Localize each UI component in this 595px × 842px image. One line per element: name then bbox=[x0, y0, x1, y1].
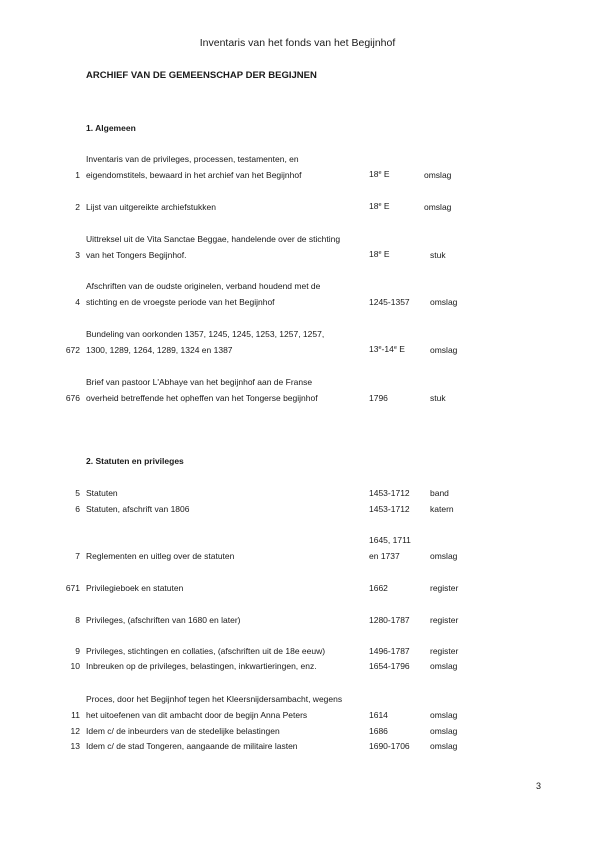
entry-type: omslag bbox=[430, 710, 458, 720]
entry-type: omslag bbox=[424, 202, 452, 212]
entry-number: 676 bbox=[65, 393, 80, 403]
entry-number: 9 bbox=[75, 646, 80, 656]
entry-number: 671 bbox=[65, 583, 80, 593]
entry-type: omslag bbox=[430, 741, 458, 751]
entry-number: 3 bbox=[75, 250, 80, 260]
entry-type: katern bbox=[430, 504, 454, 514]
entry-description-line: stichting en de vroegste periode van het Begijnhof bbox=[86, 297, 275, 307]
entry-number: 8 bbox=[75, 615, 80, 625]
entry-description-line: overheid betreffende het opheffen van het Tongerse begijnhof bbox=[86, 393, 318, 403]
entry-number: 11 bbox=[71, 710, 80, 720]
entry-description-line: Lijst van uitgereikte archiefstukken bbox=[86, 202, 216, 212]
entry-description-line: Statuten, afschrift van 1806 bbox=[86, 504, 190, 514]
entry-description-line: Inbreuken op de privileges, belastingen, inkwartieringen, enz. bbox=[86, 661, 317, 671]
entry-description-line: Inventaris van de privileges, processen, testamenten, en bbox=[86, 154, 299, 164]
entry-type: omslag bbox=[424, 170, 452, 180]
entry-date: 1496-1787 bbox=[369, 646, 410, 656]
entry-description-line: van het Tongers Begijnhof. bbox=[86, 250, 187, 260]
entry-description-line: Idem c/ de inbeurders van de stedelijke belastingen bbox=[86, 726, 280, 736]
entry-date: 1796 bbox=[369, 393, 388, 403]
entry-type: register bbox=[430, 646, 459, 656]
page-number: 3 bbox=[536, 781, 542, 791]
entry-type: omslag bbox=[430, 297, 458, 307]
entry-date: 1614 bbox=[369, 710, 388, 720]
entry-description-line: Brief van pastoor L'Abhaye van het begijnhof aan de Franse bbox=[86, 377, 313, 387]
entry-description-line: Statuten bbox=[86, 488, 118, 498]
entry-date: 1453-1712 bbox=[369, 504, 410, 514]
entry-number: 5 bbox=[75, 488, 80, 498]
page-header: Inventaris van het fonds van het Begijnhof bbox=[199, 37, 396, 49]
entry-number: 10 bbox=[70, 661, 80, 671]
entry-date: 18e E bbox=[369, 201, 390, 211]
entry-date: 1690-1706 bbox=[369, 741, 410, 751]
entry-description-line: Privileges, stichtingen en collaties, (afschriften uit de 18e eeuw) bbox=[86, 646, 326, 656]
entry-description-line: Afschriften van de oudste originelen, verband houdend met de bbox=[86, 281, 321, 291]
entry-type: band bbox=[430, 488, 449, 498]
entry-type: omslag bbox=[430, 661, 458, 671]
entry-description-line: Privilegieboek en statuten bbox=[86, 583, 184, 593]
entry-description-line: Bundeling van oorkonden 1357, 1245, 1245, 1253, 1257, 1257, bbox=[86, 329, 325, 339]
entry-date: 1662 bbox=[369, 583, 388, 593]
entry-description-line: Reglementen en uitleg over de statuten bbox=[86, 551, 235, 561]
entry-type: stuk bbox=[430, 393, 446, 403]
entry-date: 1654-1796 bbox=[369, 661, 410, 671]
entry-date: 18e E bbox=[369, 249, 390, 259]
entry-date: 1686 bbox=[369, 726, 388, 736]
entry-type: register bbox=[430, 583, 459, 593]
entry-description-line: het uitoefenen van dit ambacht door de begijn Anna Peters bbox=[86, 710, 308, 720]
entry-number: 2 bbox=[75, 202, 80, 212]
section-heading-statuten: 2. Statuten en privileges bbox=[86, 456, 184, 466]
entry-description-line: eigendomstitels, bewaard in het archief van het Begijnhof bbox=[86, 170, 302, 180]
entry-number: 4 bbox=[75, 297, 80, 307]
entry-description-line: Idem c/ de stad Tongeren, aangaande de militaire lasten bbox=[86, 741, 298, 751]
entry-date-line: en 1737 bbox=[369, 551, 400, 561]
entry-date-line: 1645, 1711 bbox=[369, 535, 411, 545]
entry-date: 18e E bbox=[369, 169, 390, 179]
entry-number: 12 bbox=[70, 726, 80, 736]
entry-type: omslag bbox=[430, 726, 458, 736]
entry-number: 7 bbox=[75, 551, 80, 561]
entry-type: omslag bbox=[430, 345, 458, 355]
entry-date: 1280-1787 bbox=[369, 615, 410, 625]
document-title: ARCHIEF VAN DE GEMEENSCHAP DER BEGIJNEN bbox=[86, 70, 317, 81]
entry-description-line: Privileges, (afschriften van 1680 en later) bbox=[86, 615, 241, 625]
entry-type: stuk bbox=[430, 250, 446, 260]
entry-date: 13e-14e E bbox=[369, 344, 405, 354]
entry-number: 1 bbox=[75, 170, 80, 180]
entry-number: 672 bbox=[65, 345, 80, 355]
entry-date: 1245-1357 bbox=[369, 297, 410, 307]
entry-number: 13 bbox=[70, 741, 80, 751]
entry-description-line: Uittreksel uit de Vita Sanctae Beggae, handelende over de stichting bbox=[86, 234, 341, 244]
entry-date: 1453-1712 bbox=[369, 488, 410, 498]
entry-type: omslag bbox=[430, 551, 458, 561]
entry-number: 6 bbox=[75, 504, 80, 514]
entry-description-line: Proces, door het Begijnhof tegen het Kleersnijdersambacht, wegens bbox=[86, 694, 343, 704]
entry-description-line: 1300, 1289, 1264, 1289, 1324 en 1387 bbox=[86, 345, 233, 355]
section-heading-algemeen: 1. Algemeen bbox=[86, 123, 136, 133]
entry-type: register bbox=[430, 615, 459, 625]
